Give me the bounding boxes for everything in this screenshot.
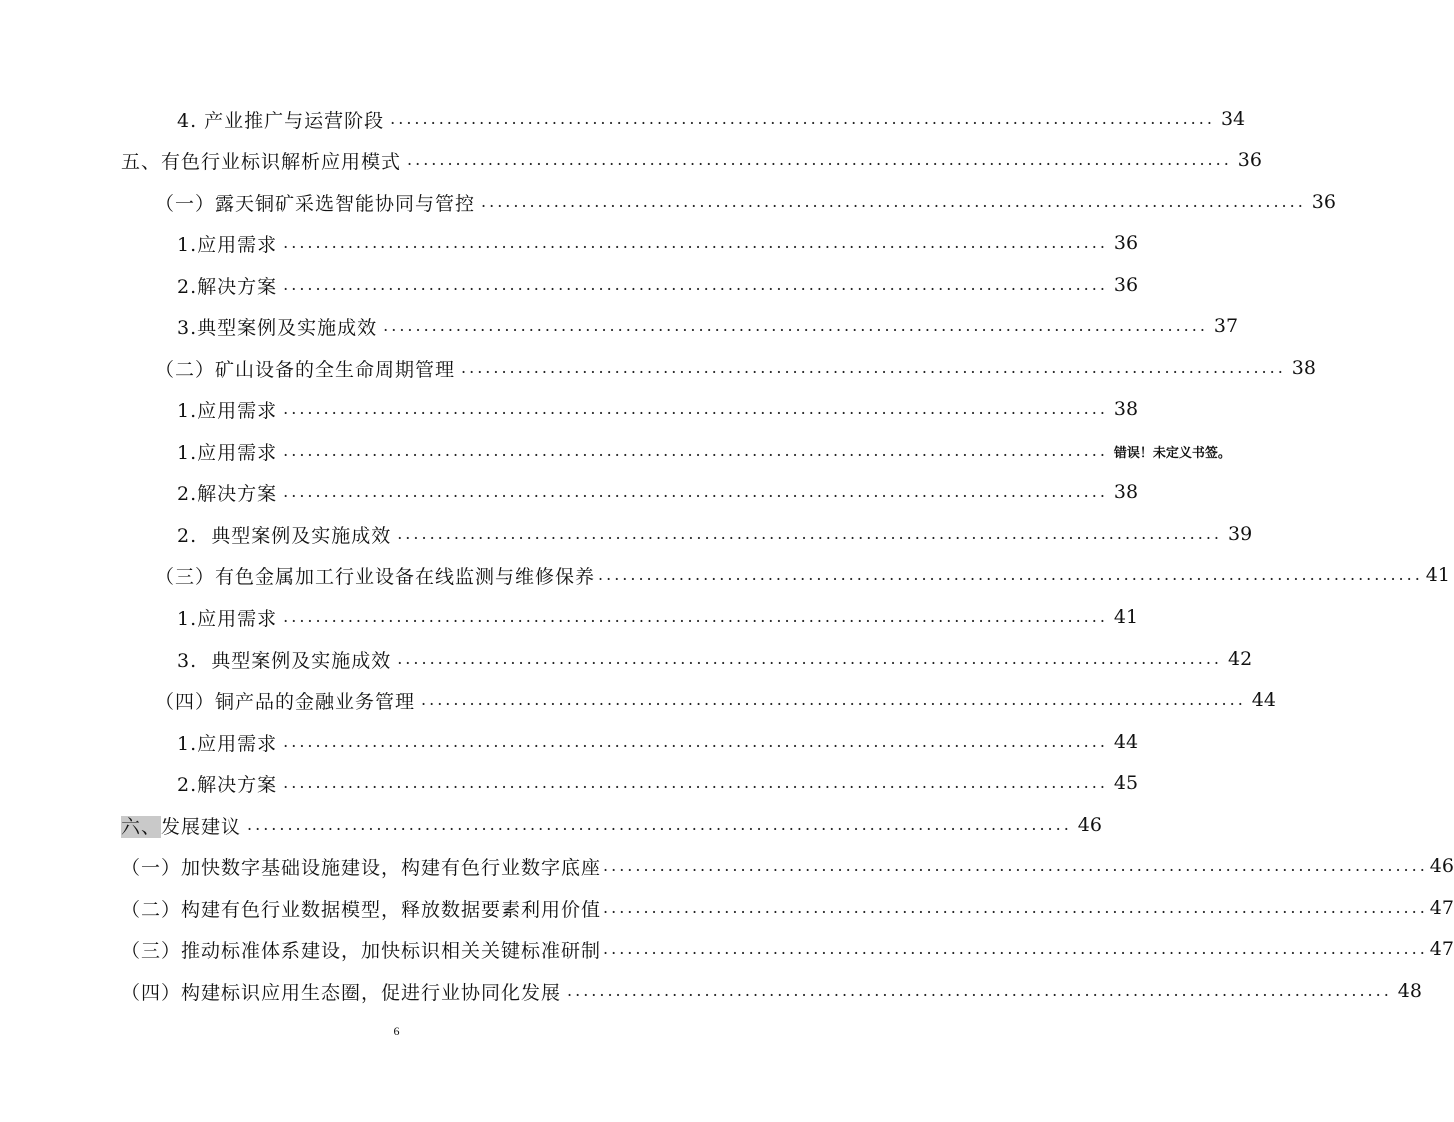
toc-page-number: 41 bbox=[1113, 606, 1139, 628]
toc-entry-title: 3. 典型案例及实施成效 bbox=[177, 649, 392, 672]
page-number: 6 bbox=[393, 1024, 400, 1038]
toc-entry[interactable] bbox=[177, 311, 1239, 341]
toc-leader-dots: ...................................................................................................... bbox=[567, 981, 1392, 1000]
toc-entry[interactable] bbox=[177, 727, 1139, 757]
toc-page-number: 47 bbox=[1429, 897, 1454, 919]
toc-entry-title: 1.应用需求 bbox=[177, 607, 278, 630]
toc-entry[interactable] bbox=[177, 768, 1139, 798]
toc-leader-dots: ...................................................................................................... bbox=[283, 441, 1108, 460]
toc-entry[interactable] bbox=[177, 228, 1139, 258]
toc-entry[interactable] bbox=[155, 187, 1336, 217]
toc-entry-title: （四）构建标识应用生态圈，促进行业协同化发展 bbox=[121, 981, 562, 1004]
toc-page-number: 36 bbox=[1113, 232, 1139, 254]
toc-entry[interactable] bbox=[177, 477, 1139, 507]
toc-page-number: 47 bbox=[1429, 938, 1454, 960]
toc-page-number: 38 bbox=[1291, 357, 1316, 379]
toc-entry-title: 2.解决方案 bbox=[177, 482, 278, 505]
toc-entry-title: （二）构建有色行业数据模型，释放数据要素利用价值 bbox=[121, 898, 602, 921]
toc-leader-dots: ...................................................................................................... bbox=[283, 399, 1108, 418]
toc-page-number: 48 bbox=[1397, 980, 1422, 1002]
toc-page-number: 36 bbox=[1237, 149, 1262, 171]
toc-entry[interactable] bbox=[121, 851, 1454, 881]
toc-entry-title: （二）矿山设备的全生命周期管理 bbox=[155, 358, 456, 381]
toc-page-number: 34 bbox=[1220, 108, 1246, 130]
toc-entry-title: 1.应用需求 bbox=[177, 441, 278, 464]
toc-leader-dots: ...................................................................................................... bbox=[421, 690, 1246, 709]
text-selection-highlight: 六、 bbox=[121, 815, 162, 838]
toc-entry-title-rest: 发展建议 bbox=[161, 815, 242, 838]
toc-leader-dots: ...................................................................................................... bbox=[407, 150, 1232, 169]
toc-page-number: 44 bbox=[1113, 731, 1139, 753]
toc-page-number: 39 bbox=[1227, 523, 1253, 545]
toc-leader-dots: ...................................................................................................... bbox=[247, 815, 1072, 834]
toc-leader-dots: ...................................................................................................... bbox=[283, 773, 1108, 792]
toc-entry[interactable] bbox=[121, 145, 1262, 175]
toc-entry-title: 2.解决方案 bbox=[177, 275, 278, 298]
toc-entry-title: （三）推动标准体系建设，加快标识相关关键标准研制 bbox=[121, 939, 602, 962]
toc-page-number: 36 bbox=[1311, 191, 1336, 213]
toc-entry-title bbox=[121, 812, 241, 839]
toc-entry[interactable] bbox=[177, 436, 1231, 466]
toc-entry[interactable] bbox=[121, 810, 1102, 840]
toc-leader-dots: ...................................................................................................... bbox=[283, 482, 1108, 501]
toc-entry[interactable] bbox=[155, 560, 1450, 590]
toc-leader-dots: ...................................................................................................... bbox=[603, 939, 1428, 958]
toc-entry[interactable] bbox=[177, 519, 1253, 549]
toc-page-number: 41 bbox=[1425, 564, 1450, 586]
toc-entry-title: （一）加快数字基础设施建设，构建有色行业数字底座 bbox=[121, 856, 602, 879]
toc-leader-dots: ...................................................................................................... bbox=[283, 607, 1108, 626]
toc-entry[interactable] bbox=[177, 394, 1139, 424]
toc-leader-dots: ...................................................................................................... bbox=[283, 732, 1108, 751]
toc-page-number: 46 bbox=[1077, 814, 1102, 836]
toc-page-number: 42 bbox=[1227, 648, 1253, 670]
toc-page-number: 38 bbox=[1113, 398, 1139, 420]
toc-leader-dots: ...................................................................................................... bbox=[603, 856, 1428, 875]
toc-entry-title: （三）有色金属加工行业设备在线监测与维修保养 bbox=[155, 565, 596, 588]
toc-leader-dots: ...................................................................................................... bbox=[390, 109, 1215, 128]
toc-entry-title: 4. 产业推广与运营阶段 bbox=[177, 109, 385, 132]
toc-entry[interactable] bbox=[155, 353, 1316, 383]
toc-leader-dots: ...................................................................................................... bbox=[283, 233, 1108, 252]
toc-entry[interactable] bbox=[121, 934, 1454, 964]
toc-leader-dots: ...................................................................................................... bbox=[481, 192, 1306, 211]
toc-page-number: 37 bbox=[1213, 315, 1239, 337]
toc-leader-dots: ...................................................................................................... bbox=[598, 565, 1423, 584]
toc-leader-dots: ...................................................................................................... bbox=[461, 358, 1286, 377]
toc-page-number: 36 bbox=[1113, 274, 1139, 296]
toc-entry[interactable] bbox=[177, 270, 1139, 300]
toc-leader-dots: ...................................................................................................... bbox=[603, 898, 1428, 917]
toc-leader-dots: ...................................................................................................... bbox=[383, 316, 1208, 335]
toc-entry[interactable] bbox=[155, 685, 1276, 715]
toc-leader-dots: ...................................................................................................... bbox=[283, 275, 1108, 294]
toc-page-number: 38 bbox=[1113, 481, 1139, 503]
toc-entry-title: 1.应用需求 bbox=[177, 233, 278, 256]
toc-entry-title: 2.解决方案 bbox=[177, 773, 278, 796]
toc-entry-title: 1.应用需求 bbox=[177, 732, 278, 755]
toc-entry[interactable] bbox=[177, 602, 1139, 632]
toc-entry-title: 2. 典型案例及实施成效 bbox=[177, 524, 392, 547]
toc-page-number: 46 bbox=[1429, 855, 1454, 877]
toc-entry[interactable] bbox=[177, 644, 1253, 674]
toc-leader-dots: ...................................................................................................... bbox=[397, 524, 1222, 543]
toc-entry-title: 五、有色行业标识解析应用模式 bbox=[121, 150, 402, 173]
toc-entry-title: 1.应用需求 bbox=[177, 399, 278, 422]
toc-entry[interactable] bbox=[121, 893, 1454, 923]
toc-leader-dots: ...................................................................................................... bbox=[397, 649, 1222, 668]
toc-entry-title: 3.典型案例及实施成效 bbox=[177, 316, 378, 339]
toc-entry[interactable] bbox=[177, 104, 1246, 134]
toc-entry[interactable] bbox=[121, 976, 1422, 1006]
toc-error-message: 错误！未定义书签。 bbox=[1113, 445, 1231, 461]
toc-entry-title: （四）铜产品的金融业务管理 bbox=[155, 690, 416, 713]
toc-page-number: 45 bbox=[1113, 772, 1139, 794]
toc-entry-title: （一）露天铜矿采选智能协同与管控 bbox=[155, 192, 476, 215]
toc-page-number: 44 bbox=[1251, 689, 1276, 711]
